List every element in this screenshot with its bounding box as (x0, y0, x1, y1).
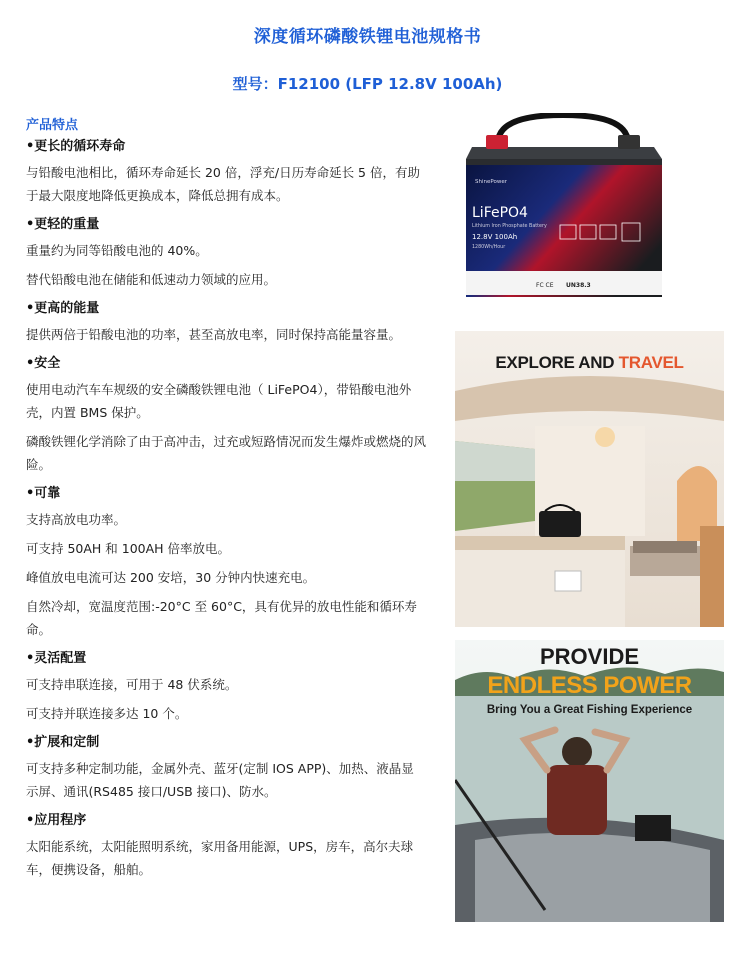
features-column (26, 114, 426, 887)
feature-heading: •安全 (26, 356, 61, 371)
fishing-subtitle: Bring You a Great Fishing Experience (486, 704, 693, 716)
feature-paragraph: 支持高放电功率。 (26, 512, 127, 527)
fishing-title-2: ENDLESS POWER (487, 672, 692, 699)
fishing-title-1: PROVIDE (539, 644, 640, 669)
section-title: 产品特点 (26, 118, 79, 133)
feature-paragraph: 使用电动汽车车规级的安全磷酸铁锂电池（ LiFePO4），带铅酸电池外壳，内置 BMS 保护。 (26, 382, 412, 420)
feature-heading: •灵活配置 (26, 651, 87, 666)
battery-brand-text: ShinePower (475, 179, 508, 185)
feature-heading: •应用程序 (26, 813, 87, 828)
features-list (26, 135, 426, 881)
feature-paragraph: 峰值放电电流可达 200 安培，30 分钟内快速充电。 (26, 570, 316, 585)
feature-heading: •更长的循环寿命 (26, 139, 126, 154)
van-interior-illustration (455, 331, 724, 627)
battery-spec-label: 12.8V 100Ah (472, 233, 518, 241)
battery-sub-label: Lithium Iron Phosphate Battery (472, 224, 547, 229)
feature-paragraph: 提供两倍于铅酸电池的功率，甚至高放电率，同时保持高能量容量。 (26, 327, 402, 342)
feature-heading: •更轻的重量 (26, 217, 100, 232)
feature-paragraph: 可支持 50AH 和 100AH 倍率放电。 (26, 541, 231, 556)
travel-title-b: TRAVEL (618, 353, 684, 372)
model-line: 型号：F12100 (LFP 12.8V 100Ah) (232, 75, 503, 93)
battery-main-label: LiFePO4 (472, 205, 528, 221)
feature-heading: •可靠 (26, 486, 61, 501)
feature-heading: •更高的能量 (26, 301, 100, 316)
feature-paragraph: 可支持并联连接多达 10 个。 (26, 706, 188, 721)
feature-paragraph: 可支持串联连接，可用于 48 伏系统。 (26, 677, 238, 692)
feature-heading: •扩展和定制 (26, 735, 100, 750)
feature-paragraph: 重量约为同等铅酸电池的 40%。 (26, 243, 208, 258)
battery-image (458, 113, 668, 305)
travel-title-a: EXPLORE AND (495, 353, 619, 372)
battery-illustration (458, 113, 668, 305)
battery-cert-text: UN38.3 (566, 282, 591, 289)
feature-paragraph: 太阳能系统，太阳能照明系统，家用备用能源，UPS，房车，高尔夫球车，便携设备，船舶。 (26, 839, 414, 877)
feature-paragraph: 可支持多种定制功能，金属外壳、蓝牙(定制 IOS APP)、加热、液晶显示屏、通讯(RS485 接口/USB 接口)、防水。 (26, 761, 414, 799)
feature-paragraph: 自然冷却，宽温度范围:-20°C 至 60°C，具有优异的放电性能和循环寿命。 (26, 599, 417, 637)
feature-paragraph: 磷酸铁锂化学消除了由于高冲击，过充或短路情况而发生爆炸或燃烧的风险。 (26, 434, 427, 472)
feature-paragraph: 与铅酸电池相比，循环寿命延长 20 倍，浮充/日历寿命延长 5 倍，有助于最大限度地降低更换成本，降低总拥有成本。 (26, 165, 420, 203)
travel-title (455, 353, 724, 373)
battery-wh-label: 1280Wh/Hour (472, 245, 506, 250)
svg-text:FC CE: FC CE (536, 282, 554, 289)
travel-image (455, 331, 724, 627)
fishing-image (455, 640, 724, 922)
feature-paragraph: 替代铅酸电池在储能和低速动力领域的应用。 (26, 272, 277, 287)
document-title: 深度循环磷酸铁锂电池规格书 (253, 27, 482, 47)
